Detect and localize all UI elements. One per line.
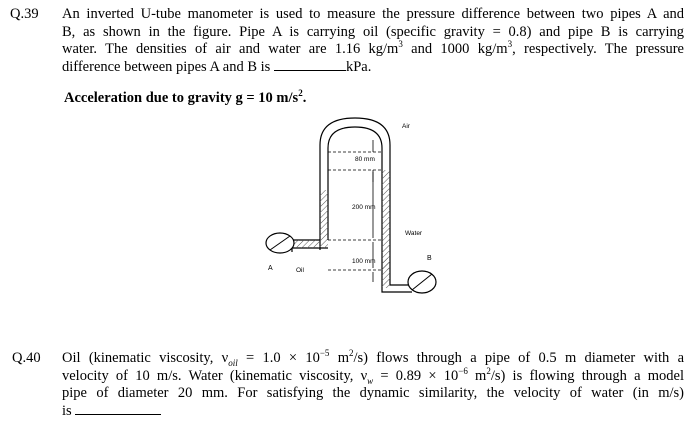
q40-line-4: is bbox=[62, 403, 684, 421]
answer-blank-39 bbox=[274, 59, 346, 71]
u-tube-inner bbox=[328, 127, 382, 258]
air-label: Air bbox=[402, 123, 410, 130]
q39-line-4: difference between pipes A and B is kPa. bbox=[62, 58, 372, 75]
answer-blank-40 bbox=[75, 403, 161, 415]
question-40-text bbox=[62, 350, 684, 420]
oil-label: Oil bbox=[296, 267, 304, 274]
question-39-text bbox=[62, 6, 684, 76]
q40-line-3: pipe of diameter 20 mm. For satisfying the dynamic similarity, the velocity of water (in m/s) bbox=[62, 385, 684, 401]
q39-line-2: B, as shown in the figure. Pipe A is carrying oil (specific gravity = 0.8) and pipe B is carrying bbox=[62, 23, 684, 40]
dim-100mm: 100 mm bbox=[352, 258, 376, 265]
pipe-b-label: B bbox=[427, 255, 432, 262]
question-number-39: Q.39 bbox=[10, 6, 39, 22]
question-number-40: Q.40 bbox=[12, 350, 41, 366]
dim-200mm: 200 mm bbox=[352, 204, 376, 211]
q40-line-2: velocity of 10 m/s. Water (kinematic viscosity, $\nu_w = 0.89 \times 10^{-6}$ $m^2/s$) is flowing through a model bbox=[62, 365, 684, 386]
u-tube-outer bbox=[320, 118, 390, 258]
left-leg-oil bbox=[320, 190, 328, 240]
gravity-note: Acceleration due to gravity g = 10 $m/s^2$. bbox=[64, 88, 307, 106]
q40-line-1: Oil (kinematic viscosity, $\nu_{oil} = 1.0 \times 10^{-5}$ $m^2/s$) flows through a pipe of 0.5 m diameter with a bbox=[62, 348, 685, 368]
q39-line-1: An inverted U-tube manometer is used to measure the pressure difference between two pipes A and bbox=[62, 6, 684, 22]
water-label: Water bbox=[405, 230, 423, 237]
dim-80mm: 80 mm bbox=[355, 156, 375, 163]
pipe-a-label: A bbox=[268, 265, 273, 272]
manometer-figure bbox=[240, 100, 460, 300]
q39-line-3: water. The densities of air and water are 1.16 $kg/m^3$ and 1000 $kg/m^3$, respectively. The pressure bbox=[62, 39, 684, 57]
right-leg-water bbox=[382, 170, 390, 270]
